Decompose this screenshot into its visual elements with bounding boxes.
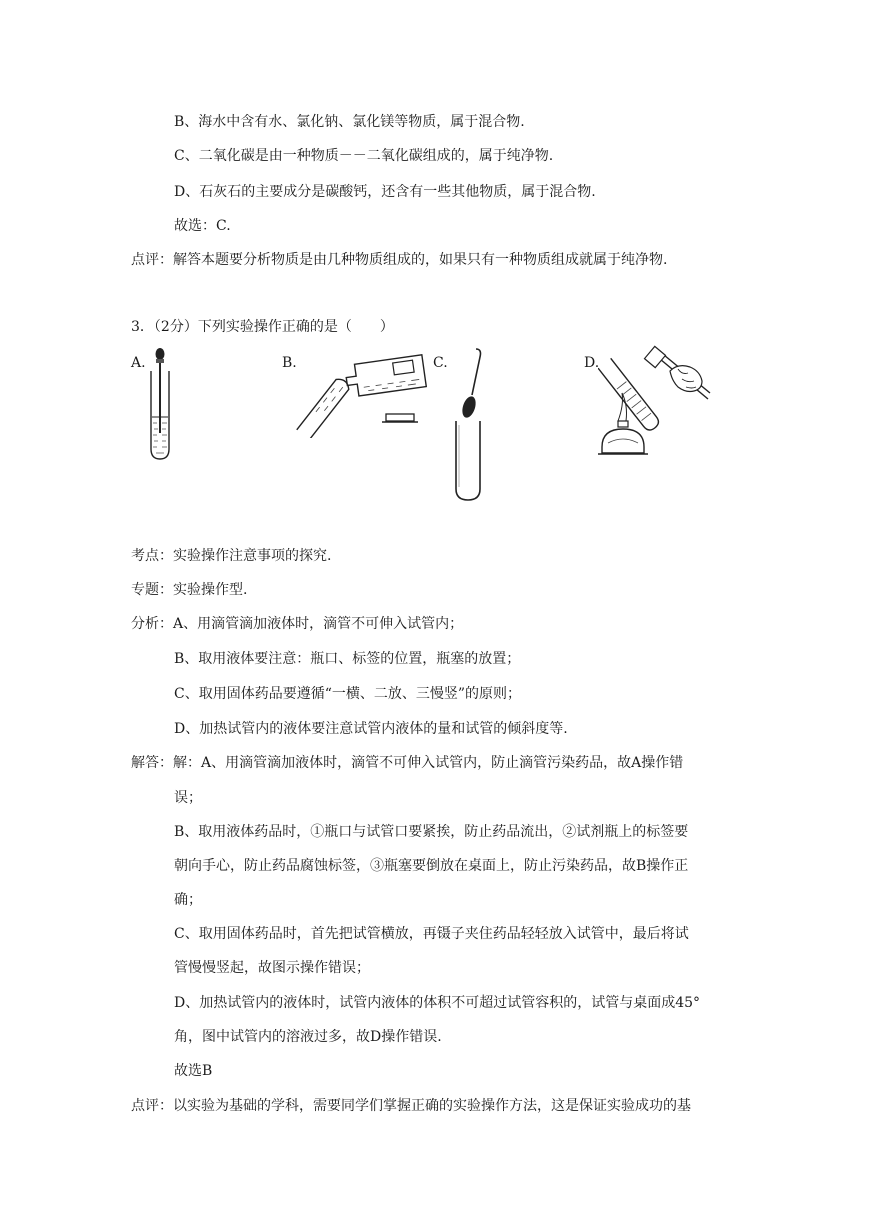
question-stem: 3．（2分）下列实验操作正确的是（ ） xyxy=(131,319,394,335)
jieda-line: 误； xyxy=(174,790,202,806)
fenxi xyxy=(131,614,463,634)
jieda-line: 管慢慢竖起，故图示操作错误； xyxy=(174,960,370,976)
spoon-icon xyxy=(460,395,478,420)
zhuanti xyxy=(131,580,247,600)
option-c-label: C. xyxy=(433,355,448,371)
figure-d-heating xyxy=(598,343,718,463)
prev-answer: 故选：C. xyxy=(174,218,231,234)
dianping xyxy=(131,1096,691,1116)
jieda-line: 确； xyxy=(174,892,202,908)
fenxi-line-c: C、取用固体药品要遵循“一横、二放、三慢竖”的原则； xyxy=(174,686,522,702)
hand-icon xyxy=(670,366,702,392)
fenxi-line-a: A、用滴管滴加液体时，滴管不可伸入试管内； xyxy=(173,616,464,632)
kaodian-text: 实验操作注意事项的探究. xyxy=(173,548,332,564)
upright-tube-icon xyxy=(456,421,480,500)
dianping-label: 点评： xyxy=(131,1098,173,1114)
jieda-line: D、加热试管内的液体时，试管内液体的体积不可超过试管容积的，试管与桌面成45° xyxy=(174,995,701,1011)
heated-test-tube-icon xyxy=(598,358,661,432)
figure-c-spoon xyxy=(448,345,488,505)
fenxi-line-d: D、加热试管内的液体要注意试管内液体的量和试管的倾斜度等. xyxy=(174,721,568,737)
figure-a-dropper xyxy=(140,345,180,463)
prev-option-b: B、海水中含有水、氯化钠、氯化镁等物质，属于混合物. xyxy=(174,114,525,130)
jieda-label: 解答： xyxy=(131,755,173,771)
tilted-test-tube-icon xyxy=(297,376,351,438)
jieda-line: 朝向手心，防止药品腐蚀标签，③瓶塞要倒放在桌面上，防止污染药品，故B操作正 xyxy=(174,858,689,874)
prev-comment-text: 解答本题要分析物质是由几种物质组成的，如果只有一种物质组成就属于纯净物. xyxy=(173,252,668,268)
spoon-handle-icon xyxy=(472,349,481,395)
reagent-bottle-icon xyxy=(345,355,427,398)
prev-option-d: D、石灰石的主要成分是碳酸钙，还含有一些其他物质，属于混合物. xyxy=(174,184,596,200)
fenxi-label: 分析： xyxy=(131,616,173,632)
jieda-line: B、取用液体药品时，①瓶口与试管口要紧挨，防止药品流出，②试剂瓶上的标签要 xyxy=(174,824,689,840)
dropper-bulb-icon xyxy=(156,348,165,360)
jieda-line: C、取用固体药品时，首先把试管横放，再镊子夹住药品轻轻放入试管中，最后将试 xyxy=(174,926,689,942)
option-a-label: A. xyxy=(131,355,146,371)
fenxi-line-b: B、取用液体要注意：瓶口、标签的位置，瓶塞的放置； xyxy=(174,651,521,667)
prev-comment-label: 点评： xyxy=(131,252,173,268)
kaodian-label: 考点： xyxy=(131,548,173,564)
jieda-line: 角，图中试管内的溶液过多，故D操作错误. xyxy=(174,1029,442,1045)
figure-b-pouring xyxy=(296,348,436,438)
jieda-line: 解：A、用滴管滴加液体时，滴管不可伸入试管内，防止滴管污染药品，故A操作错 xyxy=(173,755,684,771)
prev-comment xyxy=(131,250,667,270)
jieda-answer: 故选B xyxy=(174,1063,213,1079)
jieda xyxy=(131,753,683,773)
zhuanti-label: 专题： xyxy=(131,582,173,598)
bottle-stopper-icon xyxy=(386,414,414,421)
kaodian xyxy=(131,546,331,566)
option-d-label: D. xyxy=(584,355,600,371)
prev-option-c: C、二氧化碳是由一种物质－－二氧化碳组成的，属于纯净物. xyxy=(174,148,554,164)
zhuanti-text: 实验操作型. xyxy=(173,582,248,598)
option-b-label: B. xyxy=(282,355,297,371)
dianping-text: 以实验为基础的学科，需要同学们掌握正确的实验操作方法，这是保证实验成功的基 xyxy=(173,1098,691,1114)
